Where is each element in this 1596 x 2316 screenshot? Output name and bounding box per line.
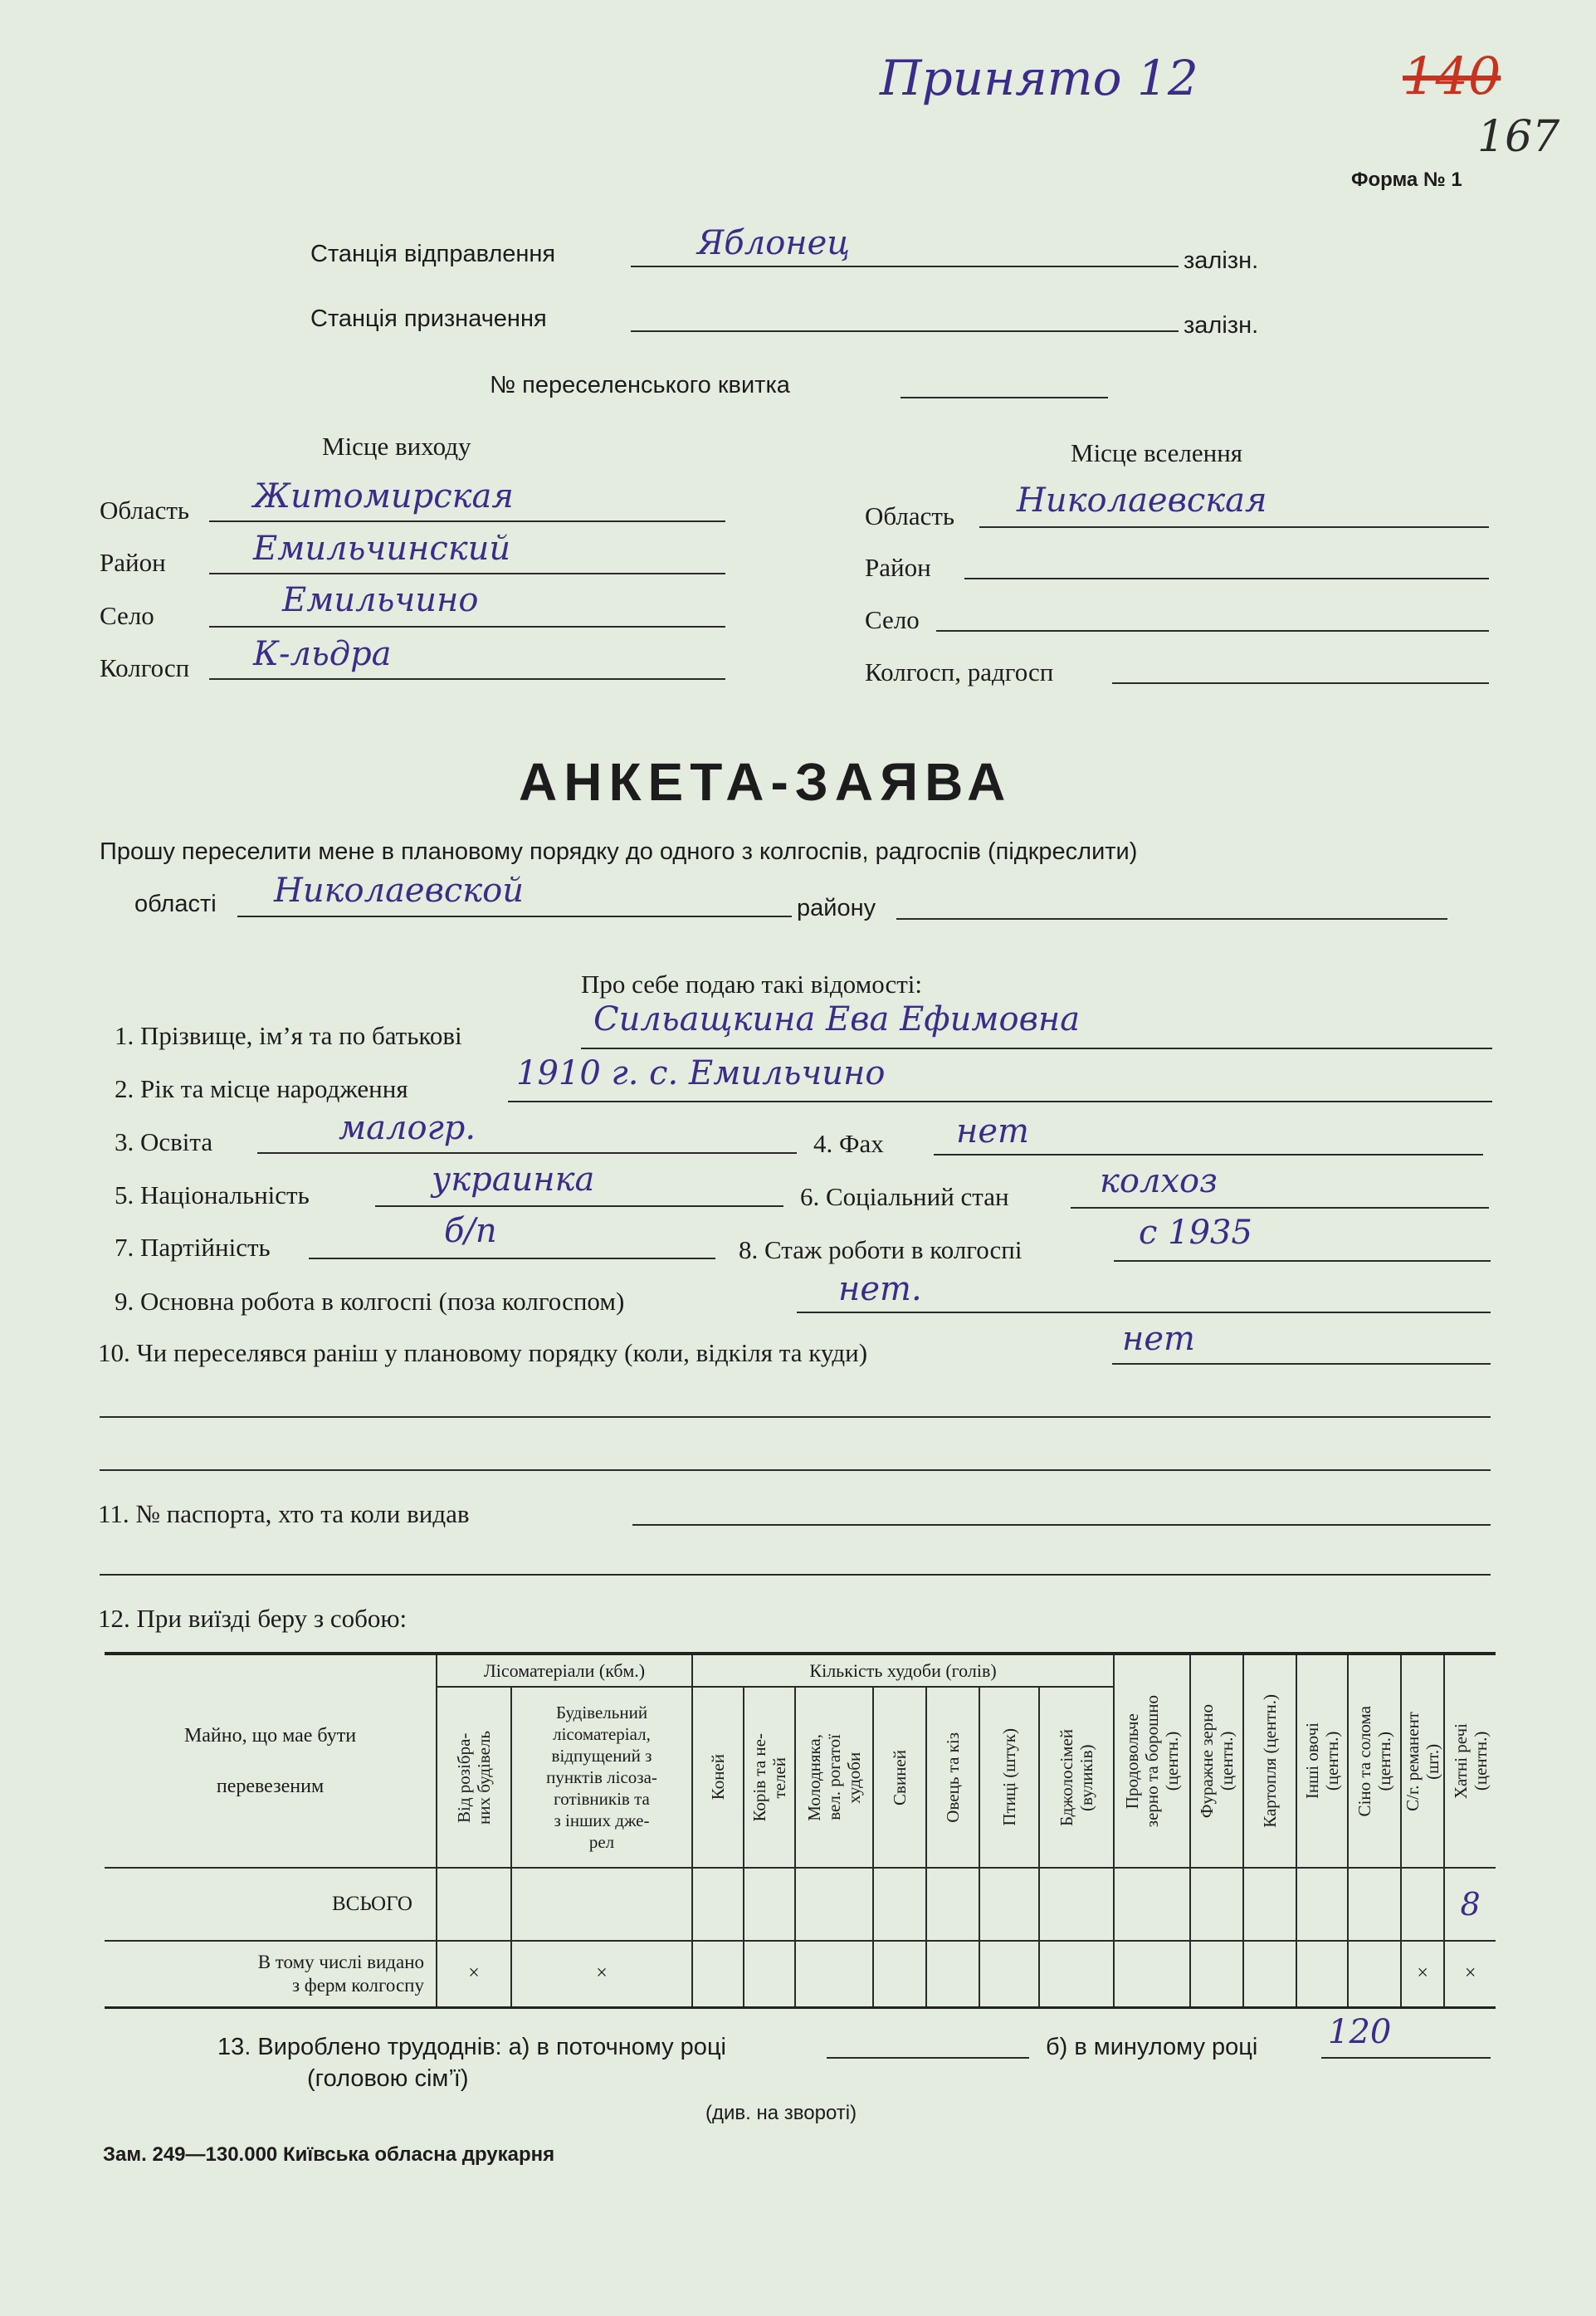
request-raion-label: району: [797, 895, 876, 921]
col-potatoes-header: [1243, 1654, 1296, 1868]
handwritten-profession: нет: [956, 1112, 1029, 1151]
col-household-header: [1444, 1654, 1496, 1868]
farm-dismantled-cell: [437, 1941, 511, 2007]
handwritten-origin-oblast: Житомирская: [253, 477, 514, 515]
col-grain-fodder-header: [1190, 1654, 1243, 1868]
col-bees-label: Бджолосімей (вуликів): [1057, 1728, 1097, 1826]
workdays-previous-line: [1321, 2057, 1491, 2059]
field-4-label: 4. Фах: [813, 1129, 884, 1158]
col-cows-label: Корів та не- телей: [749, 1732, 789, 1822]
table-cell: [1296, 1941, 1348, 2007]
handwritten-archive-number-old: 140: [1403, 46, 1501, 106]
table-cell: [979, 1941, 1039, 2007]
field-11-label: 11. № паспорта, хто та коли видав: [98, 1499, 470, 1528]
table-cell: [926, 1868, 979, 1941]
destination-oblast-label: Область: [865, 501, 955, 530]
handwritten-party: б/п: [444, 1212, 497, 1250]
col-tools-header: [1401, 1654, 1444, 1868]
col-dismantled-label: Від розібра- них будівель: [454, 1730, 494, 1825]
table-cell: [1401, 1868, 1444, 1941]
origin-oblast-label: Область: [100, 496, 190, 525]
field-7-label: 7. Партійність: [115, 1233, 271, 1262]
field-10-extra-line-2: [100, 1469, 1491, 1471]
field-1-line: [581, 1048, 1492, 1049]
table-cell: [1114, 1941, 1190, 2007]
cross-mark: ×: [468, 1962, 480, 1985]
handwritten-experience: с 1935: [1139, 1214, 1252, 1252]
workdays-previous-label: б) в минулому році: [1046, 2034, 1258, 2060]
table-cell: [692, 1868, 744, 1941]
field-11-line: [632, 1524, 1491, 1526]
farm-tools-cell: [1401, 1941, 1444, 2007]
handwritten-departure-station: Яблонец: [697, 224, 851, 262]
destination-raion-label: Район: [865, 553, 931, 582]
table-cell: [979, 1868, 1039, 1941]
timber-group-header: Лісоматеріали (кбм.): [437, 1654, 692, 1687]
origin-kolhosp-label: Колгосп: [100, 653, 190, 682]
table-cell: [1190, 1868, 1243, 1941]
form-number: Форма № 1: [1351, 169, 1462, 191]
request-oblast-line: [237, 916, 792, 917]
household-total-cell: [1444, 1868, 1496, 1941]
workdays-current-line: [827, 2057, 1029, 2059]
origin-raion-label: Район: [100, 548, 166, 577]
table-cell: [744, 1868, 795, 1941]
handwritten-social-status: колхоз: [1100, 1162, 1218, 1200]
destination-rail-suffix: залізн.: [1184, 312, 1259, 339]
table-cell: [926, 1941, 979, 2007]
col-horses-label: Коней: [708, 1754, 728, 1801]
table-cell: [1190, 1941, 1243, 2007]
origin-village-label: Село: [100, 601, 154, 630]
col-birds-header: [979, 1687, 1039, 1868]
field-4-line: [934, 1154, 1483, 1156]
col-hay-header: [1348, 1654, 1401, 1868]
field-5-line: [375, 1205, 783, 1207]
property-header-cell: [105, 1654, 437, 1868]
table-cell: [744, 1941, 795, 2007]
table-cell: [1348, 1868, 1401, 1941]
table-cell: [795, 1941, 873, 2007]
intro-text: Про себе подаю такі відомості:: [581, 970, 923, 999]
origin-village-line: [209, 626, 725, 628]
handwritten-destination-oblast: Николаевская: [1017, 481, 1267, 520]
col-vegetables-header: [1296, 1654, 1348, 1868]
property-header-line-1: Майно, що мае бути: [183, 1724, 357, 1747]
col-hay-label: Сіно та солома (центн.): [1354, 1705, 1395, 1817]
origin-kolhosp-line: [209, 678, 725, 680]
col-young-header: [795, 1687, 873, 1868]
field-2-label: 2. Рік та місце народження: [115, 1074, 408, 1103]
table-row-total: [105, 1868, 1496, 1941]
table-row-farm: [105, 1941, 1496, 2007]
field-1-label: 1. Прізвище, ім’я та по батькові: [115, 1021, 462, 1050]
handwritten-top-note: Принято 12: [880, 50, 1198, 106]
handwritten-full-name: Сильащкина Ева Ефимовна: [593, 1000, 1081, 1038]
col-timber-issued-header: [511, 1687, 692, 1868]
handwritten-workdays-previous: 120: [1328, 2013, 1392, 2051]
handwritten-relocated-before: нет: [1122, 1320, 1195, 1358]
col-birds-label: Птиці (штук): [999, 1728, 1019, 1826]
field-8-line: [1114, 1260, 1491, 1262]
row-farm-label-line-1: В тому числі видано: [257, 1951, 424, 1972]
cross-mark: ×: [1417, 1962, 1428, 1985]
table-cell: [1243, 1868, 1296, 1941]
field-6-line: [1071, 1207, 1489, 1209]
col-pigs-label: Свиней: [890, 1749, 910, 1805]
col-timber-issued-label: Будівельний лісоматеріал, відпущений з пунктів лісоза- готівників та з інших дже- рел: [546, 1703, 657, 1852]
table-cell: [873, 1868, 926, 1941]
handwritten-education: малогр.: [339, 1109, 476, 1147]
table-cell: [1039, 1868, 1114, 1941]
departure-station-label: Станція відправлення: [310, 241, 556, 267]
table-cell: [873, 1941, 926, 2007]
col-sheep-label: Овець та кіз: [943, 1732, 963, 1823]
table-cell: [511, 1868, 692, 1941]
handwritten-household-total: 8: [1460, 1886, 1481, 1923]
field-3-line: [257, 1152, 797, 1154]
property-table: [105, 1652, 1496, 2009]
destination-oblast-line: [979, 526, 1489, 528]
table-cell: [1296, 1868, 1348, 1941]
col-tools-label: С/г. реманент (шт.): [1403, 1711, 1443, 1811]
col-pigs-header: [873, 1687, 926, 1868]
handwritten-main-work: нет.: [838, 1270, 922, 1308]
origin-raion-line: [209, 573, 725, 574]
field-2-line: [508, 1101, 1492, 1102]
table-cell: [1114, 1868, 1190, 1941]
field-6-label: 6. Соціальний стан: [800, 1182, 1009, 1211]
table-cell: [692, 1941, 744, 2007]
farm-household-cell: [1444, 1941, 1496, 2007]
col-horses-header: [692, 1687, 744, 1868]
field-12-label: 12. При виїзді беру з собою:: [98, 1604, 408, 1633]
livestock-group-header: Кількість худоби (голів): [692, 1654, 1114, 1687]
handwritten-birth: 1910 г. с. Емильчино: [516, 1054, 886, 1092]
col-cows-header: [744, 1687, 795, 1868]
workdays-sub-label: (головою сім’ї): [307, 2065, 469, 2092]
farm-timber-cell: [511, 1941, 692, 2007]
see-reverse-note: (див. на звороті): [705, 2102, 857, 2124]
field-11-extra-line: [100, 1574, 1491, 1576]
origin-heading: Місце виходу: [322, 432, 471, 461]
handwritten-nationality: украинка: [432, 1160, 595, 1199]
cross-mark: ×: [596, 1962, 608, 1985]
table-cell: [795, 1868, 873, 1941]
col-grain-food-header: [1114, 1654, 1190, 1868]
handwritten-archive-number-new: 167: [1477, 112, 1560, 162]
request-oblast-label: області: [134, 891, 217, 917]
col-grain-fodder-label: Фуражне зерно (центн.): [1197, 1703, 1237, 1819]
destination-kolhosp-line: [1112, 682, 1489, 684]
table-cell: [1348, 1941, 1401, 2007]
workdays-label: 13. Вироблено трудоднів: а) в поточному році: [217, 2034, 726, 2060]
field-10-label: 10. Чи переселявся раніш у плановому порядку (коли, відкіля та куди): [98, 1338, 868, 1367]
field-8-label: 8. Стаж роботи в колгоспі: [739, 1235, 1023, 1264]
field-10-extra-line-1: [100, 1416, 1491, 1418]
destination-kolhosp-label: Колгосп, радгосп: [865, 657, 1054, 686]
col-bees-header: [1039, 1687, 1114, 1868]
table-cell: [437, 1868, 511, 1941]
handwritten-origin-village: Емильчино: [282, 581, 479, 619]
field-9-line: [797, 1312, 1491, 1313]
destination-heading: Місце вселення: [1071, 438, 1243, 467]
field-3-label: 3. Освіта: [115, 1127, 213, 1156]
col-vegetables-label: Інші овочі (центн.): [1302, 1722, 1343, 1800]
col-sheep-header: [926, 1687, 979, 1868]
ticket-number-line: [900, 397, 1108, 398]
departure-rail-suffix: залізн.: [1184, 247, 1259, 274]
handwritten-origin-raion: Емильчинский: [253, 530, 511, 568]
form-title: АНКЕТА-ЗАЯВА: [519, 752, 1013, 812]
col-potatoes-label: Картопля (центн.): [1260, 1694, 1281, 1828]
cross-mark: ×: [1464, 1962, 1476, 1985]
field-7-line: [309, 1258, 715, 1259]
table-cell: [1039, 1941, 1114, 2007]
request-line: Прошу переселити мене в плановому порядку до одного з колгоспів, радгоспів (підкреслити): [100, 838, 1138, 865]
col-young-label: Молодняка, вел. рогатої худоби: [804, 1733, 864, 1821]
property-header-line-2: перевезеним: [216, 1775, 325, 1797]
field-9-label: 9. Основна робота в колгоспі (поза колгоспом): [115, 1287, 625, 1316]
table-cell: [1243, 1941, 1296, 2007]
col-grain-food-label: Продовольче зерно та борошно (центн.): [1122, 1694, 1183, 1828]
row-farm-label-line-2: з ферм колгоспу: [291, 1974, 424, 1996]
destination-station-label: Станція призначення: [310, 305, 547, 332]
departure-station-line: [631, 266, 1179, 267]
destination-village-label: Село: [865, 605, 920, 634]
origin-oblast-line: [209, 520, 725, 522]
destination-village-line: [936, 630, 1489, 632]
handwritten-request-oblast: Николаевской: [274, 872, 525, 910]
row-total-label: ВСЬОГО: [105, 1868, 437, 1941]
destination-raion-line: [964, 578, 1489, 579]
row-farm-label: [105, 1941, 437, 2007]
col-dismantled-header: [437, 1687, 511, 1868]
destination-station-line: [631, 330, 1179, 332]
col-household-label: Хатні речі (центн.): [1450, 1722, 1491, 1800]
handwritten-origin-kolhosp: К-льдра: [253, 635, 392, 673]
field-5-label: 5. Національність: [115, 1180, 310, 1209]
request-raion-line: [896, 918, 1447, 920]
printer-note: Зам. 249—130.000 Київська обласна друкарня: [103, 2143, 555, 2166]
ticket-number-label: № переселенського квитка: [490, 372, 790, 398]
field-10-line: [1112, 1363, 1491, 1365]
